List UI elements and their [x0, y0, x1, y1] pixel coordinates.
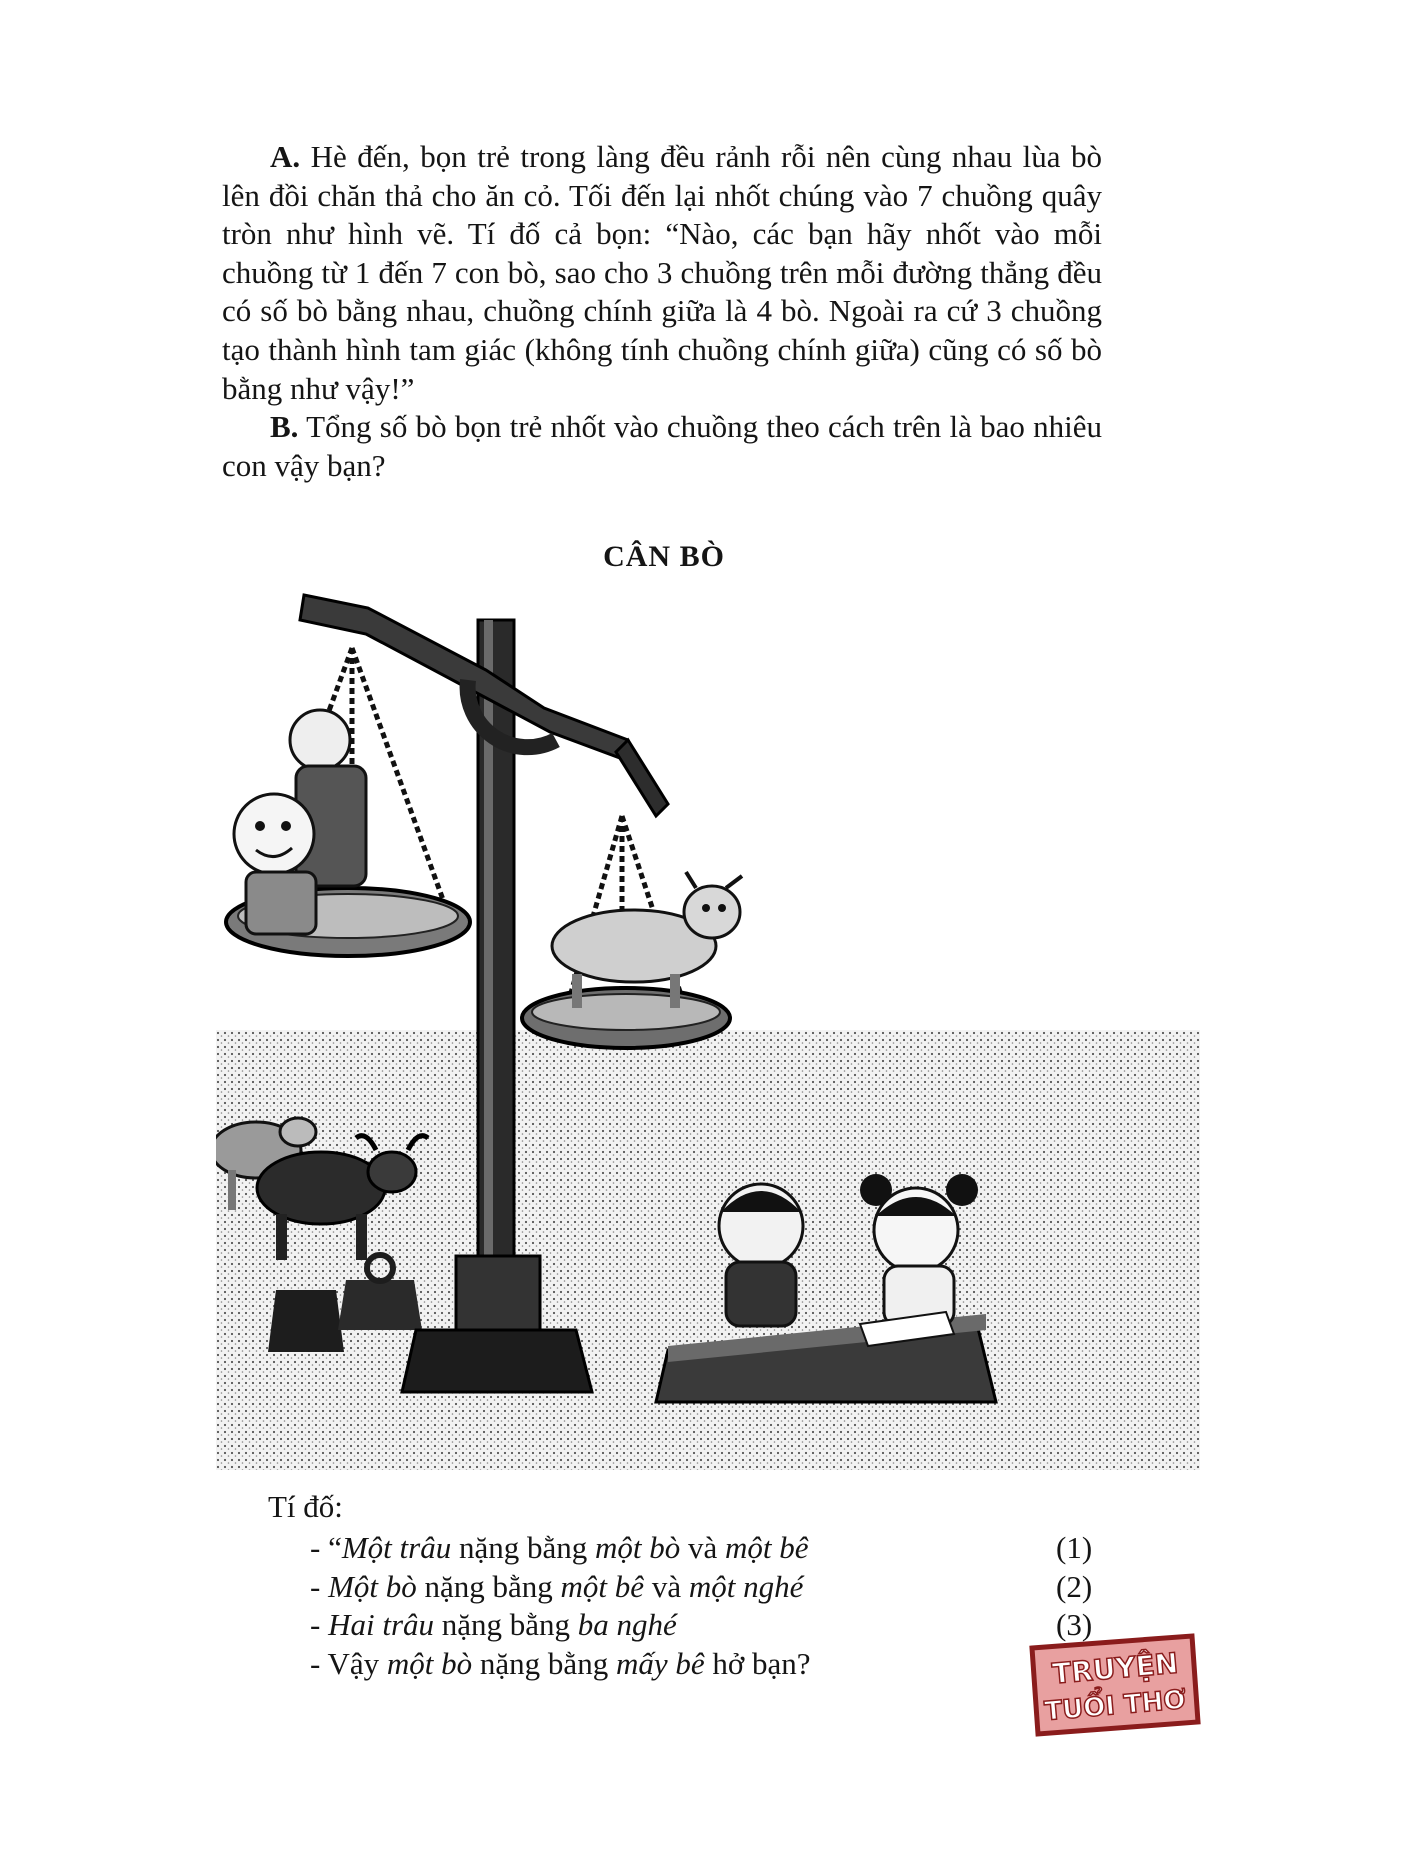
clue-dash: - — [310, 1568, 329, 1604]
clue-segment: một bê — [725, 1529, 809, 1565]
clue-number: (3) — [1056, 1607, 1093, 1643]
clue-segment: một bò — [595, 1529, 681, 1565]
clue-line — [268, 1606, 1118, 1645]
clue-number: (2) — [1056, 1568, 1093, 1604]
clue-segment: Một bò — [328, 1568, 417, 1604]
clue-segment: và — [680, 1529, 726, 1565]
section-title: CÂN BÒ — [603, 540, 725, 573]
part-b-text: Tổng số bò bọn trẻ nhốt vào chuồng theo cách trên là bao nhiêu con vậy bạn? — [222, 409, 1102, 483]
publisher-logo — [1024, 1630, 1204, 1740]
logo-line-1: TRUYỆN — [1050, 1646, 1180, 1691]
clue-segment: nặng bằng — [472, 1646, 616, 1682]
clue-number: (1) — [1056, 1529, 1093, 1565]
clue-segment: hở bạn? — [704, 1646, 811, 1682]
clue-segment: nặng bằng — [416, 1568, 561, 1604]
puzzle-intro: Tí đố: — [268, 1489, 343, 1524]
part-a-label: A. — [270, 139, 301, 174]
part-a-text: Hè đến, bọn trẻ trong làng đều rảnh rỗi nên cùng nhau lùa bò lên đồi chăn thả cho ăn cỏ. Tối đến lại nhốt chúng vào 7 chuồng quây tròn như hình vẽ. Tí đố cả bọn: “Nào, các bạn hãy nhốt vào mỗi chuồng từ 1 đến 7 con bò, sao cho 3 chuồng trên mỗi đường thẳng đều có số bò bằng nhau, chuồng chính giữa là 4 bò. Ngoài ra cứ 3 chuồng tạo thành hình tam giác (không tính chuồng chính giữa) cũng có số bò bằng như vậy!” — [222, 139, 1102, 406]
problem-part-b — [222, 408, 1102, 485]
right-pan — [522, 816, 742, 1048]
clue-segment: một nghé — [688, 1568, 804, 1604]
balance-scale-illustration — [216, 590, 1200, 1470]
clue-line — [268, 1529, 1118, 1568]
logo-stamp — [1024, 1630, 1204, 1740]
clue-segment: và — [644, 1568, 689, 1604]
left-pan — [226, 648, 470, 956]
clue-segment: ba nghé — [577, 1607, 677, 1643]
logo-line-2: TUỔI THƠ — [1043, 1684, 1188, 1728]
clue-segment: một bê — [560, 1568, 645, 1604]
clue-segment: một bò — [386, 1646, 473, 1682]
clue-dash: - — [310, 1646, 328, 1682]
clue-segment: Vậy — [327, 1646, 387, 1682]
clue-dash: - “ — [310, 1529, 342, 1565]
clue-segment: nặng bằng — [451, 1529, 595, 1565]
clue-segment: nặng bằng — [434, 1607, 578, 1643]
clue-segment: Một trâu — [341, 1529, 452, 1565]
clue-line — [268, 1568, 1118, 1607]
clue-line — [268, 1645, 1118, 1684]
puzzle-section — [268, 1488, 1118, 1684]
clue-dash: - — [310, 1607, 329, 1643]
clue-segment: mấy bê — [615, 1646, 705, 1682]
problem-text — [222, 138, 1102, 485]
clue-segment: Hai trâu — [328, 1607, 435, 1643]
part-b-label: B. — [270, 409, 299, 445]
problem-part-a — [222, 138, 1102, 408]
scale-drawing — [216, 590, 1200, 1470]
